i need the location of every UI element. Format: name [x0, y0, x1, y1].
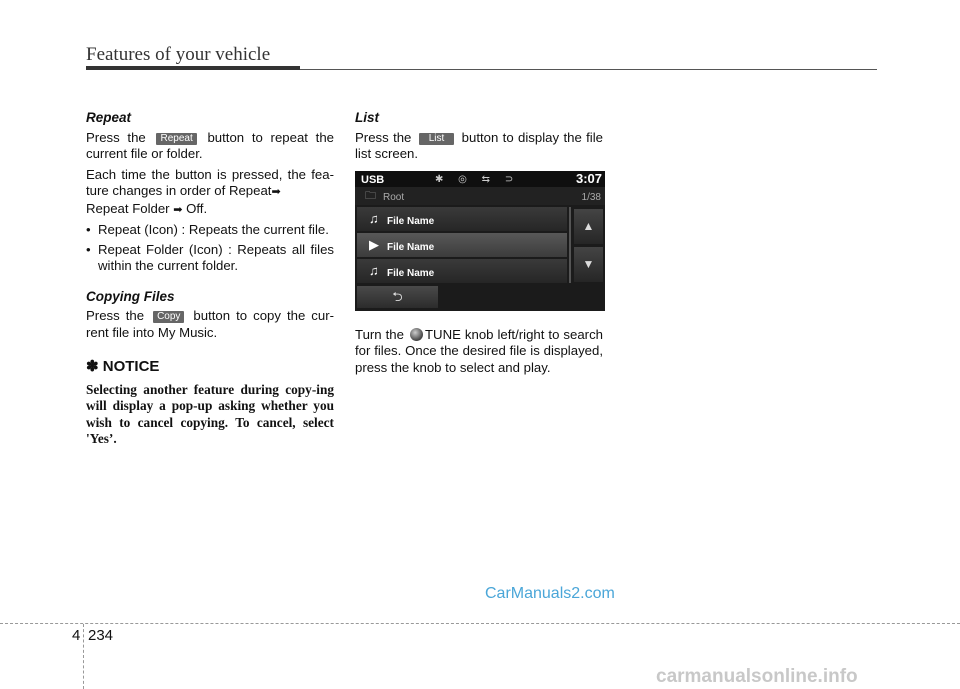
list-paragraph: [355, 130, 603, 163]
file-count: 1/38: [581, 191, 601, 203]
text: button to copy the cur-rent file into My Music.: [86, 308, 335, 340]
copy-button-chip: Copy: [153, 311, 184, 323]
left-column: [86, 110, 334, 448]
clock: 3:07: [575, 170, 602, 186]
tune-paragraph: [355, 327, 603, 377]
middle-column: [355, 110, 603, 380]
text: Each time the button is pressed, the fea-ture changes in order of Repeat: [86, 166, 334, 198]
file-row-selected[interactable]: [357, 233, 567, 257]
repeat-button-chip: Repeat: [156, 133, 196, 145]
text: Press the: [86, 129, 154, 145]
back-button[interactable]: ⮌: [357, 286, 438, 308]
file-row[interactable]: [357, 207, 567, 231]
file-name: File Name: [387, 267, 435, 279]
screen-status-bar: [355, 171, 605, 187]
play-icon: ▶: [369, 236, 379, 252]
list-item: • Repeat (Icon) : Repeats the current file.: [86, 222, 334, 239]
arrow-right-icon: ➡: [173, 203, 183, 216]
file-row[interactable]: [357, 259, 567, 283]
text: button to repeat the current file or folder.: [86, 129, 334, 161]
watermark-carmanualsonline[interactable]: carmanualsonline.info: [656, 666, 858, 687]
page-header-title: Features of your vehicle: [86, 44, 271, 65]
notice-body: Selecting another feature during copy-ing will display a pop-up asking whether you wish to cancel copying. To cancel, select 'Yes’.: [86, 381, 334, 446]
page-number: 234: [88, 627, 114, 644]
file-name: File Name: [387, 241, 435, 253]
usb-list-screen: [355, 171, 605, 311]
text: Off.: [182, 200, 208, 216]
footer-vertical-divider: [83, 624, 84, 689]
status-icons: ✱ ◎ ⇆ ⊃: [435, 173, 520, 185]
arrow-right-icon: ➡: [271, 186, 281, 198]
list-title: List: [355, 110, 380, 125]
repeat-paragraph-1: [86, 130, 334, 163]
text: Press the: [86, 308, 151, 323]
text: Turn the: [355, 326, 408, 342]
text: Repeat Folder: [86, 200, 174, 216]
notice-heading: ✽ NOTICE: [86, 358, 160, 375]
folder-name: Root: [383, 191, 405, 203]
header-rule-thick: [86, 66, 300, 70]
repeat-title: Repeat: [86, 110, 132, 125]
copying-paragraph: [86, 308, 334, 341]
music-note-icon: ♫: [369, 262, 379, 278]
list-item: • Repeat Folder (Icon) : Repeats all files within the current folder.: [86, 242, 334, 275]
file-list: [357, 207, 567, 285]
text: TUNE knob left/right to search for files. Once the desired file is displayed, press the knob to select and play.: [355, 326, 603, 375]
text: Press the: [355, 129, 416, 145]
copying-files-title: Copying Files: [86, 288, 175, 304]
screen-path-bar: [355, 187, 605, 205]
source-label: USB: [361, 173, 385, 186]
footer-divider: [0, 623, 960, 624]
tune-knob-icon: [410, 328, 423, 341]
folder-icon: 🗀: [365, 189, 376, 202]
list-button-chip: List: [419, 133, 455, 145]
scroll-up-button[interactable]: ▲: [574, 209, 603, 244]
repeat-bullet-list: [86, 222, 334, 275]
text: button to display the file list screen.: [355, 129, 603, 161]
header-rule-thin: [300, 69, 877, 70]
repeat-paragraph-2: [86, 167, 334, 219]
music-note-icon: ♫: [369, 210, 379, 226]
scrollbar[interactable]: [569, 207, 571, 283]
chapter-number: 4: [72, 627, 81, 644]
scroll-down-button[interactable]: ▼: [574, 247, 603, 282]
watermark-carmanuals2[interactable]: CarManuals2.com: [485, 585, 615, 602]
file-name: File Name: [387, 215, 435, 227]
